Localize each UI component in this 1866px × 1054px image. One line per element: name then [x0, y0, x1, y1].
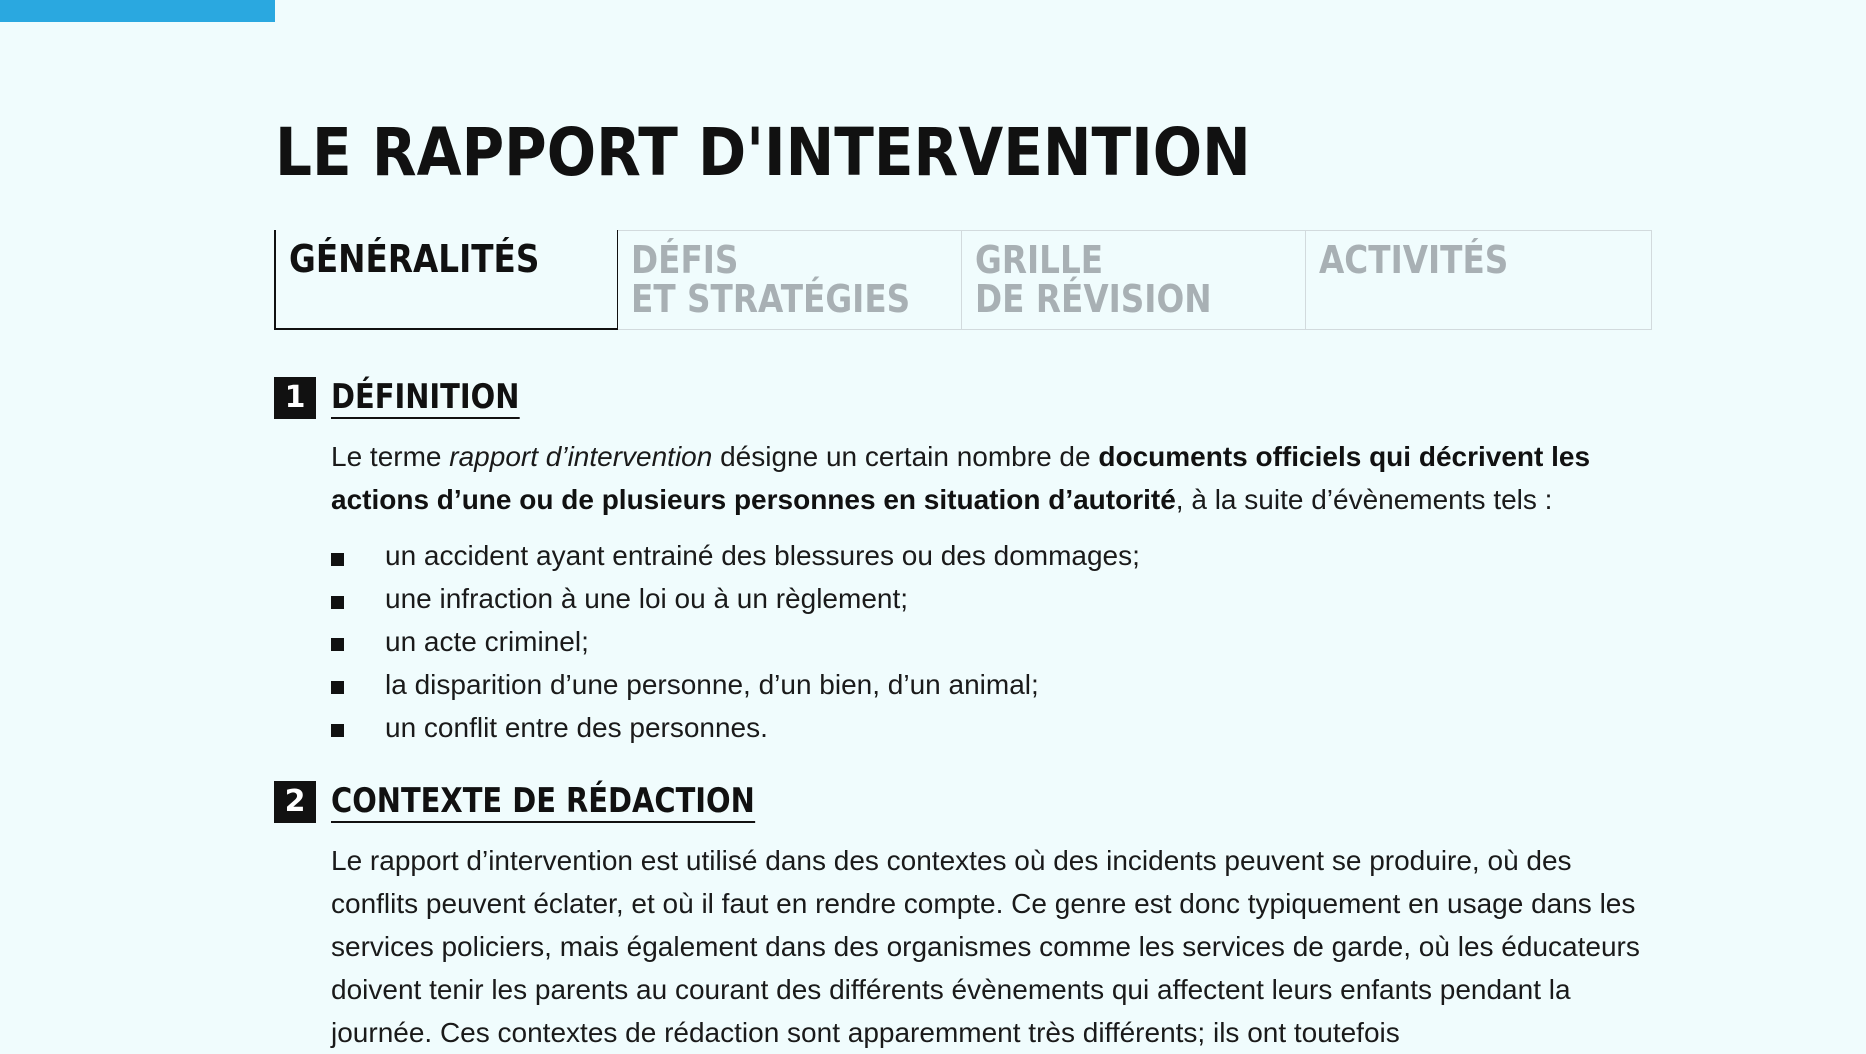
list-item [331, 621, 1140, 664]
tab-label-line2: ET STRATÉGIES [631, 277, 911, 321]
page-title: LE RAPPORT D'INTERVENTION [275, 114, 1251, 191]
tab-label-line1: ACTIVITÉS [1319, 238, 1509, 282]
text-run: désigne un certain nombre de [712, 441, 1099, 472]
tab-grille-de-revision[interactable] [962, 230, 1306, 330]
tab-label [1319, 238, 1605, 282]
list-item-text: un conflit entre des personnes. [385, 711, 768, 743]
text-run: Le terme [331, 441, 450, 472]
list-item-text: un acte criminel; [385, 625, 589, 657]
tab-label-line1: DÉFIS [631, 238, 739, 282]
list-item [331, 706, 1140, 749]
section-title: DÉFINITION [331, 377, 520, 417]
tab-label [289, 237, 571, 281]
square-bullet-icon [331, 553, 344, 566]
square-bullet-icon [331, 596, 344, 609]
section-heading-definition [274, 377, 553, 419]
tab-label-line1: GRILLE [975, 238, 1104, 282]
list-item [331, 535, 1140, 578]
tab-generalites[interactable] [274, 230, 618, 330]
section-heading-contexte [274, 781, 830, 823]
section-tabs [274, 230, 1652, 330]
tab-defis-et-strategies[interactable] [618, 230, 962, 330]
italic-term: rapport d’intervention [449, 441, 713, 472]
list-item-text: une infraction à une loi ou à un règlement; [385, 583, 909, 615]
tab-activites[interactable] [1306, 230, 1652, 330]
tab-label [975, 238, 1259, 321]
bullet-list [331, 535, 1140, 749]
list-item [331, 578, 1140, 621]
square-bullet-icon [331, 681, 344, 694]
definition-paragraph [331, 435, 1661, 521]
top-accent-bar [0, 0, 275, 22]
contexte-paragraph: Le rapport d’intervention est utilisé dans des contextes où des incidents peuvent se produire, où des conflits peuvent éclater, et où il faut en rendre compte. Ce genre est donc typiquement en usage dans les services policiers, mais également dans des organismes comme les services de garde, où les éducateurs doivent tenir les parents au courant des différents évènements qui affectent leurs enfants pendant la journée. Ces contextes de rédaction sont apparemment très différents; ils ont toutefois [331, 845, 1640, 1048]
text-run: , à la suite d’évènements tels : [1175, 484, 1553, 515]
tab-label-line1: GÉNÉRALITÉS [289, 237, 540, 281]
list-item-text: la disparition d’une personne, d’un bien, d’un animal; [385, 668, 1039, 700]
tab-label-line2: DE RÉVISION [975, 277, 1212, 321]
square-bullet-icon [331, 638, 344, 651]
section-number-badge: 2 [274, 781, 316, 823]
bold-emphasis: documents officiels qui décrivent les actions d’une ou de plusieurs personnes en situation d’autorité [331, 441, 1591, 515]
square-bullet-icon [331, 724, 344, 737]
list-item [331, 663, 1140, 706]
section-title: CONTEXTE DE RÉDACTION [331, 781, 755, 821]
section-number-badge: 1 [274, 377, 316, 419]
list-item-text: un accident ayant entrainé des blessures ou des dommages; [385, 540, 1140, 572]
tab-label [631, 238, 915, 321]
